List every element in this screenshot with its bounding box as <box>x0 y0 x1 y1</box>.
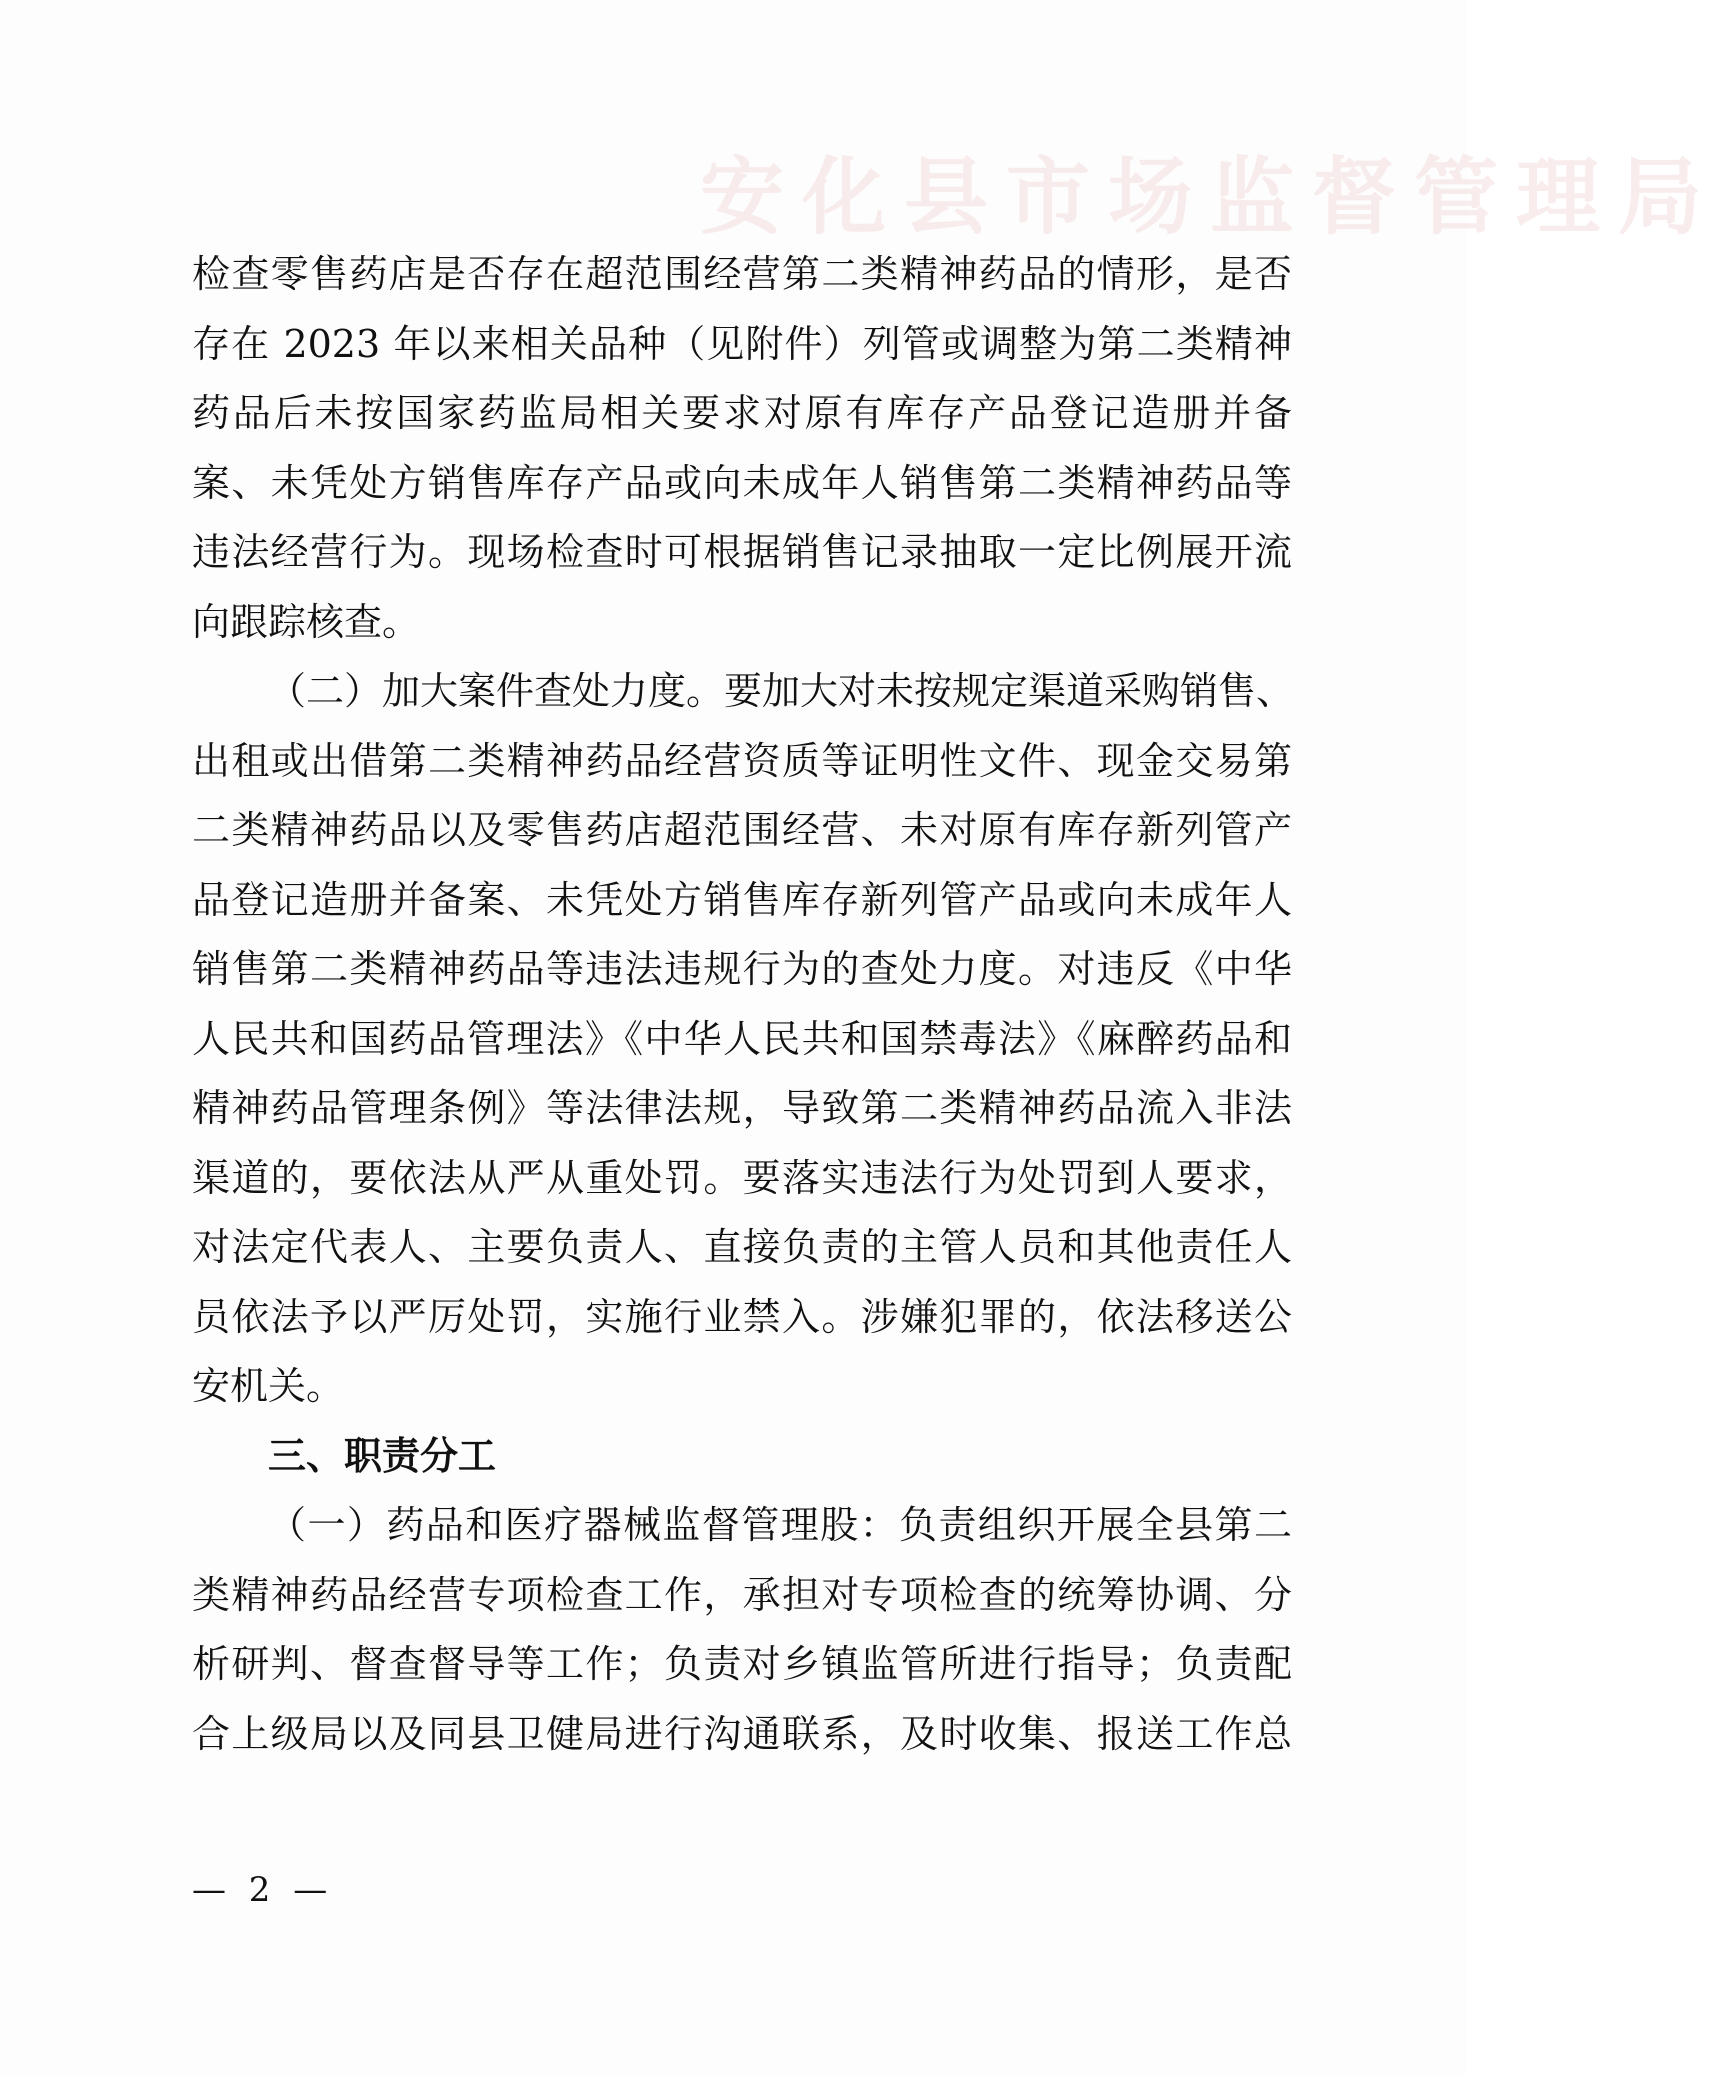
text-line: 精神药品管理条例》等法律法规，导致第二类精神药品流入非法 <box>192 1086 1292 1130</box>
text-line: 人民共和国药品管理法》《中华人民共和国禁毒法》《麻醉药品和 <box>192 1016 1292 1061</box>
body-text <box>192 240 1295 1769</box>
text-line: 二类精神药品以及零售药店超范围经营、未对原有库存新列管产 <box>192 808 1292 852</box>
text-line: 合上级局以及同县卫健局进行沟通联系，及时收集、报送工作总 <box>192 1711 1292 1756</box>
subsection-heading-line: （一）药品和医疗器械监督管理股：负责组织开展全县第二 <box>268 1503 1292 1547</box>
text-line: 向跟踪核查。 <box>192 599 421 644</box>
page-number: — 2 — <box>192 1870 334 1910</box>
text-line: 药品后未按国家药监局相关要求对原有库存产品登记造册并备 <box>192 391 1292 435</box>
text-line: 案、未凭处方销售库存产品或向未成年人销售第二类精神药品等 <box>192 460 1292 505</box>
text-line: 品登记造册并备案、未凭处方销售库存新列管产品或向未成年人 <box>192 877 1292 922</box>
text-line: 员依法予以严厉处罚，实施行业禁入。涉嫌犯罪的，依法移送公 <box>192 1294 1292 1339</box>
text-line: 渠道的，要依法从严从重处罚。要落实违法行为处罚到人要求， <box>192 1155 1292 1200</box>
text-line: 安机关。 <box>192 1364 345 1408</box>
text-line: 检查零售药店是否存在超范围经营第二类精神药品的情形，是否 <box>192 252 1292 296</box>
subsection-heading-line: （二）加大案件查处力度。要加大对未按规定渠道采购销售、 <box>268 669 1295 713</box>
text-line: 类精神药品经营专项检查工作，承担对专项检查的统筹协调、分 <box>192 1572 1292 1617</box>
text-line: 违法经营行为。现场检查时可根据销售记录抽取一定比例展开流 <box>192 530 1292 574</box>
text-line: 销售第二类精神药品等违法违规行为的查处力度。对违反《中华 <box>192 947 1292 991</box>
text-line: 出租或出借第二类精神药品经营资质等证明性文件、现金交易第 <box>192 738 1292 783</box>
text-line: 对法定代表人、主要负责人、直接负责的主管人员和其他责任人 <box>192 1225 1292 1269</box>
text-line: 析研判、督查督导等工作；负责对乡镇监管所进行指导；负责配 <box>192 1642 1292 1686</box>
bleed-through-stamp: 安化县市场监督管理局 <box>700 147 1720 246</box>
text-line: 存在 2023 年以来相关品种（见附件）列管或调整为第二类精神 <box>192 321 1292 366</box>
section-heading: 三、职责分工 <box>268 1433 497 1478</box>
